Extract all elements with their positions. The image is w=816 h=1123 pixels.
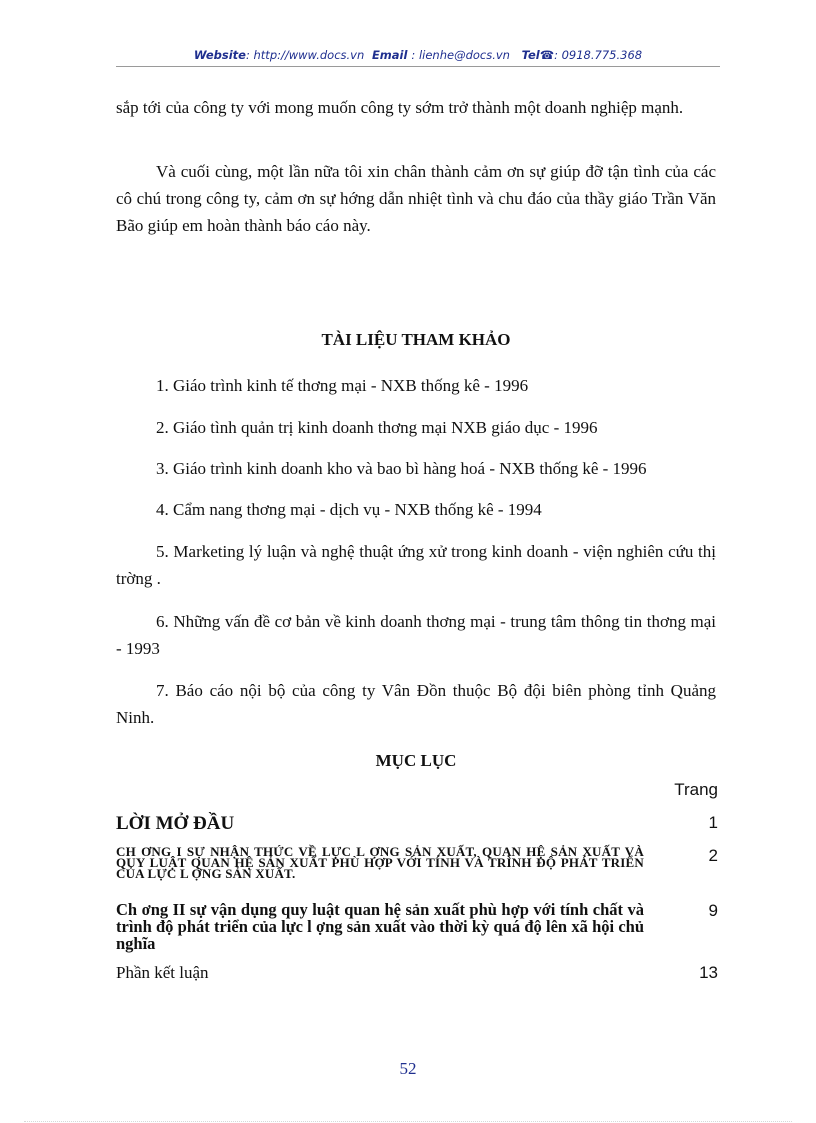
reference-item-5: 5. Marketing lý luận và nghệ thuật ứng xử trong kinh doanh - viện nghiên cứu thị trờng .: [116, 542, 716, 588]
footer-divider: [24, 1121, 792, 1122]
toc-entry-text: Phần kết luận: [116, 963, 209, 982]
email-label: Email: [371, 48, 408, 62]
reference-item-2: [116, 414, 716, 441]
references-title: TÀI LIỆU THAM KHẢO: [321, 330, 511, 349]
reference-item-3: [116, 455, 716, 482]
toc-entry-page: 13: [699, 963, 718, 982]
toc-entry-text: Ch ơng II sự vận dụng quy luật quan hệ sản xuất phù hợp với tính chất và trình độ phát triển của lực l ợng sản xuất vào thời kỳ quá độ lên xã hội chủ nghĩa: [116, 900, 644, 953]
website-label: Website: [193, 48, 246, 62]
website-value: : http://www.docs.vn: [245, 48, 365, 62]
header-divider: [116, 66, 720, 67]
intro-paragraph-2: Và cuối cùng, một lần nữa tôi xin chân thành cảm ơn sự giúp đỡ tận tình của các cô chú trong công ty, cảm ơn sự hớng dẫn nhiệt tình và chu đáo của thầy giáo Trần Văn Bão giúp em hoàn thành báo cáo này.: [116, 162, 716, 235]
page-header: [116, 48, 720, 62]
toc-page-header: Trang: [674, 780, 718, 799]
email-value: : lienhe@docs.vn: [411, 48, 510, 62]
tel-value: : 0918.775.368: [554, 48, 643, 62]
toc-entry-text: CH ƠNG I SỰ NHẬN THỨC VỀ LỰC L ỢNG SẢN XUẤT, QUAN HỆ SẢN XUẤT VÀ QUY LUẬT QUAN HỆ SẢN XUẤT PHÙ HỢP VỚI TÍNH VÀ TRÌNH ĐỘ PHÁT TRIỂN CỦA LỰC L ỢNG SẢN XUẤT.: [116, 844, 644, 881]
reference-item-1: [116, 372, 716, 399]
reference-text: 4. Cẩm nang thơng mại - dịch vụ - NXB thống kê - 1994: [156, 500, 542, 519]
reference-item-4: [116, 496, 716, 523]
toc-entry-text: LỜI MỞ ĐẦU: [116, 813, 235, 834]
reference-text: 1. Giáo trình kinh tế thơng mại - NXB thống kê - 1996: [156, 376, 529, 395]
intro-paragraph-1: sắp tới của công ty với mong muốn công ty sớm trở thành một doanh nghiệp mạnh.: [116, 98, 684, 117]
tel-label: Tel: [521, 48, 540, 62]
toc-entry-page: 9: [708, 901, 718, 920]
reference-item-7: 7. Báo cáo nội bộ của công ty Vân Đồn thuộc Bộ đội biên phòng tỉnh Quảng Ninh.: [116, 681, 716, 727]
reference-text: 2. Giáo tình quản trị kinh doanh thơng mại NXB giáo dục - 1996: [156, 418, 598, 437]
phone-icon: ☎: [539, 48, 555, 62]
page-number: 52: [399, 1059, 417, 1078]
reference-text: 3. Giáo trình kinh doanh kho và bao bì hàng hoá - NXB thống kê - 1996: [156, 459, 647, 478]
toc-entry-page: 2: [708, 846, 718, 865]
toc-title: MỤC LỤC: [375, 751, 457, 770]
reference-item-6: 6. Những vấn đề cơ bản về kinh doanh thơng mại - trung tâm thông tin thơng mại - 1993: [116, 612, 716, 658]
toc-entry-page: 1: [708, 813, 718, 832]
